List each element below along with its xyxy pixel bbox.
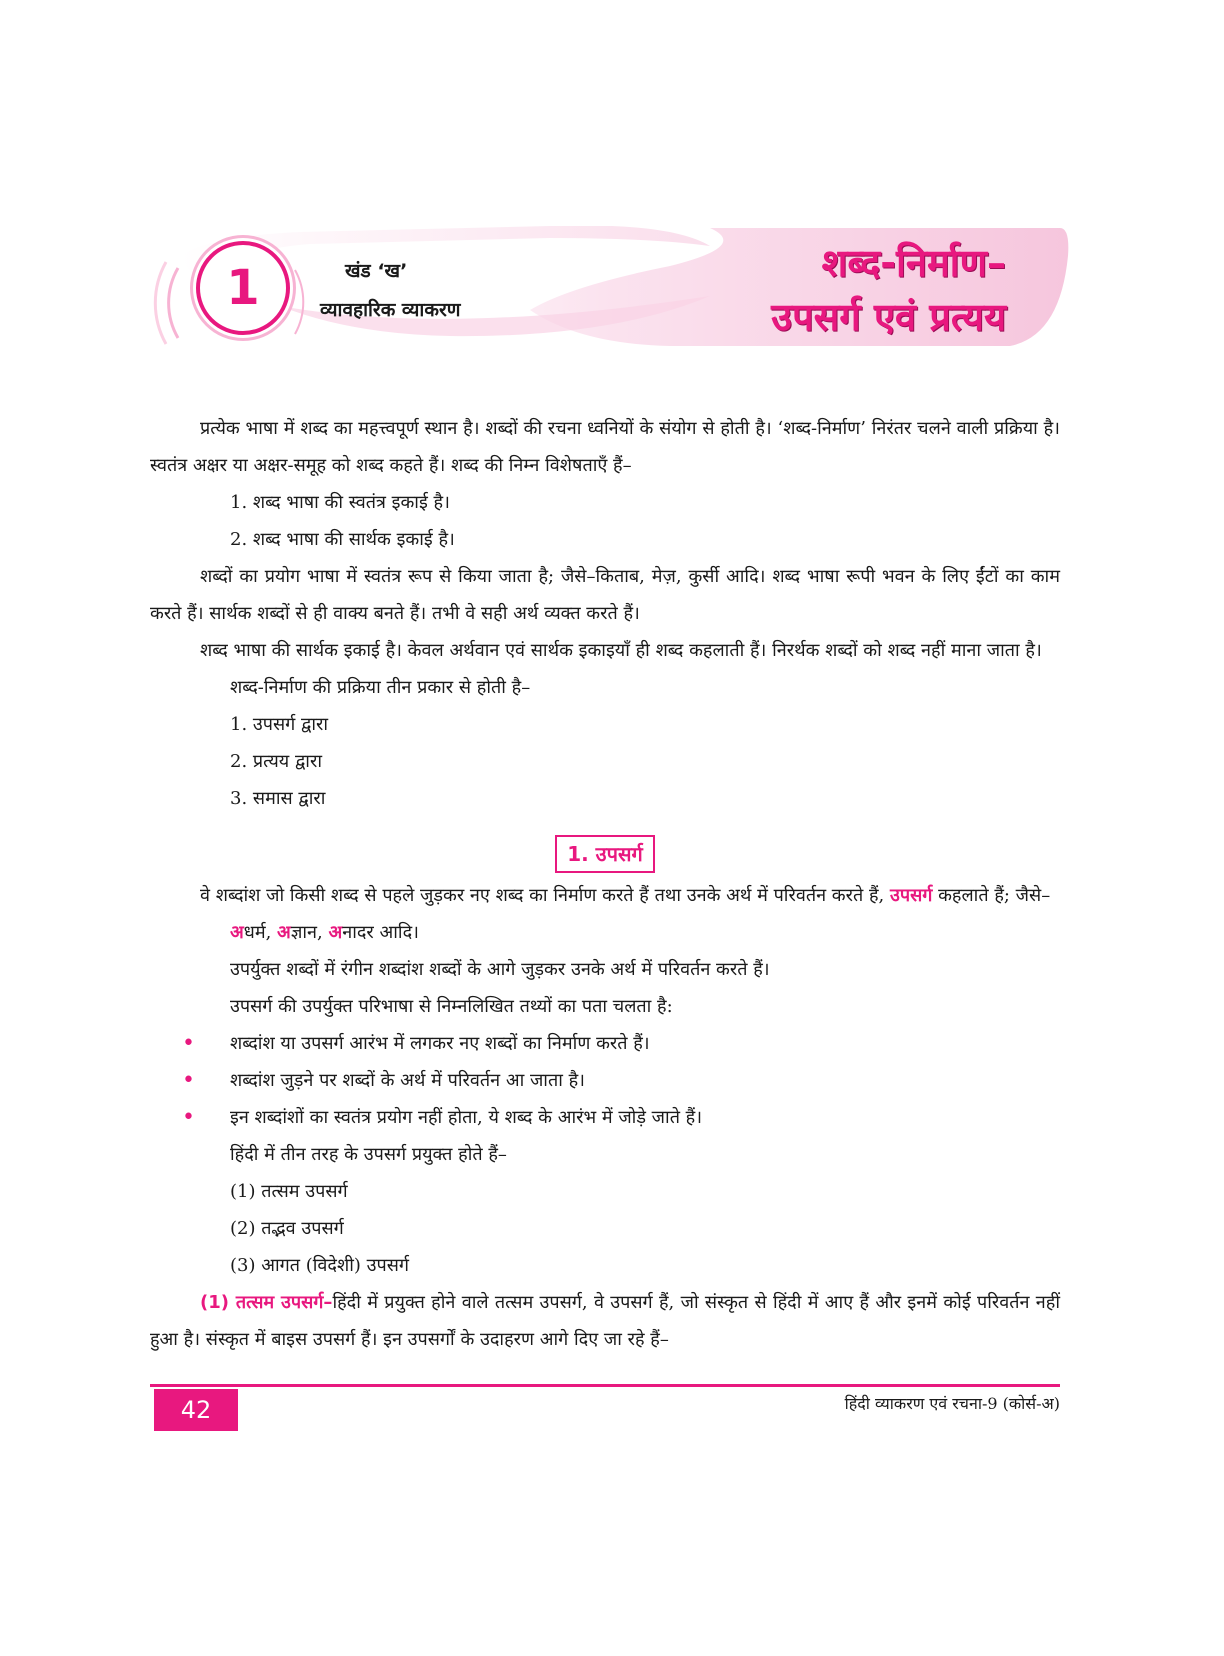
tatsam-text: हिंदी में प्रयुक्त होने वाले तत्सम उपसर्ग, वे उपसर्ग हैं, जो संस्कृत से हिंदी में आए हैं और इनमें कोई परिवर्तन नहीं हुआ है। संस्कृत में बाइस उपसर्ग हैं। इन उपसर्गों के उदाहरण आगे दिए जा रहे हैं– (150, 1292, 1060, 1350)
upsarg-definition (150, 877, 1060, 914)
chapter-title-line-2: उपसर्ग एवं प्रत्यय (771, 295, 1006, 339)
chapter-number-badge (196, 241, 290, 335)
chapter-number: 1 (226, 260, 260, 316)
bullet-icon: • (182, 1031, 195, 1056)
example-rest-3: नादर आदि। (342, 922, 419, 943)
intro-paragraph-3: शब्द भाषा की सार्थक इकाई है। केवल अर्थवान एवं सार्थक इकाइयाँ ही शब्द कहलाती हैं। निरर्थक शब्दों को शब्द नहीं माना जाता है। (200, 640, 1042, 661)
intro-paragraph-4: शब्द-निर्माण की प्रक्रिया तीन प्रकार से होती है– (230, 677, 531, 698)
example-prefix-1: अ (230, 922, 244, 943)
page-number: 42 (154, 1389, 238, 1431)
tatsam-paragraph (150, 1284, 1060, 1358)
example-prefix-2: अ (277, 922, 291, 943)
definition-text-after: कहलाते हैं; जैसे– (932, 885, 1051, 906)
section-heading-wrap (150, 835, 1060, 875)
colored-note: उपर्युक्त शब्दों में रंगीन शब्दांश शब्दों के आगे जुड़कर उनके अर्थ में परिवर्तन करते हैं। (230, 959, 770, 980)
tatsam-label: (1) तत्सम उपसर्ग– (200, 1292, 333, 1313)
example-rest-1: धर्म, (243, 922, 278, 943)
method-item-1: 1. उपसर्ग द्वारा (230, 714, 329, 735)
fact-bullet-2 (150, 1062, 1060, 1099)
fact-bullet-1 (150, 1025, 1060, 1062)
bullet-icon: • (182, 1105, 195, 1130)
page-content (150, 410, 1060, 1358)
type-item-3: (3) आगत (विदेशी) उपसर्ग (230, 1255, 410, 1276)
definition-term: उपसर्ग (889, 885, 933, 906)
chapter-title-line-1: शब्द-निर्माण– (821, 241, 1006, 285)
upsarg-heading: 1. उपसर्ग (555, 835, 655, 873)
facts-intro: उपसर्ग की उपर्युक्त परिभाषा से निम्नलिखित तथ्यों का पता चलता है: (230, 996, 673, 1017)
bullet-icon: • (182, 1068, 195, 1093)
definition-text-before: वे शब्दांश जो किसी शब्द से पहले जुड़कर नए शब्द का निर्माण करते हैं तथा उनके अर्थ में परिवर्तन करते हैं, (200, 885, 890, 906)
section-label: खंड ‘ख’ (345, 260, 408, 282)
example-words (150, 914, 1060, 951)
feature-item-1: 1. शब्द भाषा की स्वतंत्र इकाई है। (230, 492, 450, 513)
fact-text-1: शब्दांश या उपसर्ग आरंभ में लगकर नए शब्दों का निर्माण करते हैं। (230, 1033, 650, 1054)
feature-item-2: 2. शब्द भाषा की सार्थक इकाई है। (230, 529, 455, 550)
fact-text-3: इन शब्दांशों का स्वतंत्र प्रयोग नहीं होता, ये शब्द के आरंभ में जोड़े जाते हैं। (230, 1107, 703, 1128)
method-item-3: 3. समास द्वारा (230, 788, 326, 809)
footer-divider (150, 1384, 1060, 1387)
intro-paragraph-1: प्रत्येक भाषा में शब्द का महत्त्वपूर्ण स्थान है। शब्दों की रचना ध्वनियों के संयोग से होती है। ‘शब्द-निर्माण’ निरंतर चलने वाली प्रक्रिया है। स्वतंत्र अक्षर या अक्षर-समूह को शब्द कहते हैं। शब्द की निम्न विशेषताएँ हैं– (150, 418, 1060, 476)
example-rest-2: ज्ञान, (290, 922, 329, 943)
book-title: हिंदी व्याकरण एवं रचना-9 (कोर्स-अ) (844, 1394, 1060, 1413)
example-prefix-3: अ (328, 922, 343, 943)
fact-text-2: शब्दांश जुड़ने पर शब्दों के अर्थ में परिवर्तन आ जाता है। (230, 1070, 585, 1091)
fact-bullet-3 (150, 1099, 1060, 1136)
type-item-2: (2) तद्भव उपसर्ग (230, 1218, 344, 1239)
intro-paragraph-2: शब्दों का प्रयोग भाषा में स्वतंत्र रूप से किया जाता है; जैसे–किताब, मेज़, कुर्सी आदि। शब्द भाषा रूपी भवन के लिए ईंटों का काम करते हैं। सार्थक शब्दों से ही वाक्य बनते हैं। तभी वे सही अर्थ व्यक्त करते हैं। (150, 566, 1060, 624)
section-subtitle: व्यावहारिक व्याकरण (320, 299, 461, 321)
method-item-2: 2. प्रत्यय द्वारा (230, 751, 322, 772)
type-item-1: (1) तत्सम उपसर्ग (230, 1181, 348, 1202)
types-intro: हिंदी में तीन तरह के उपसर्ग प्रयुक्त होते हैं– (230, 1144, 507, 1165)
